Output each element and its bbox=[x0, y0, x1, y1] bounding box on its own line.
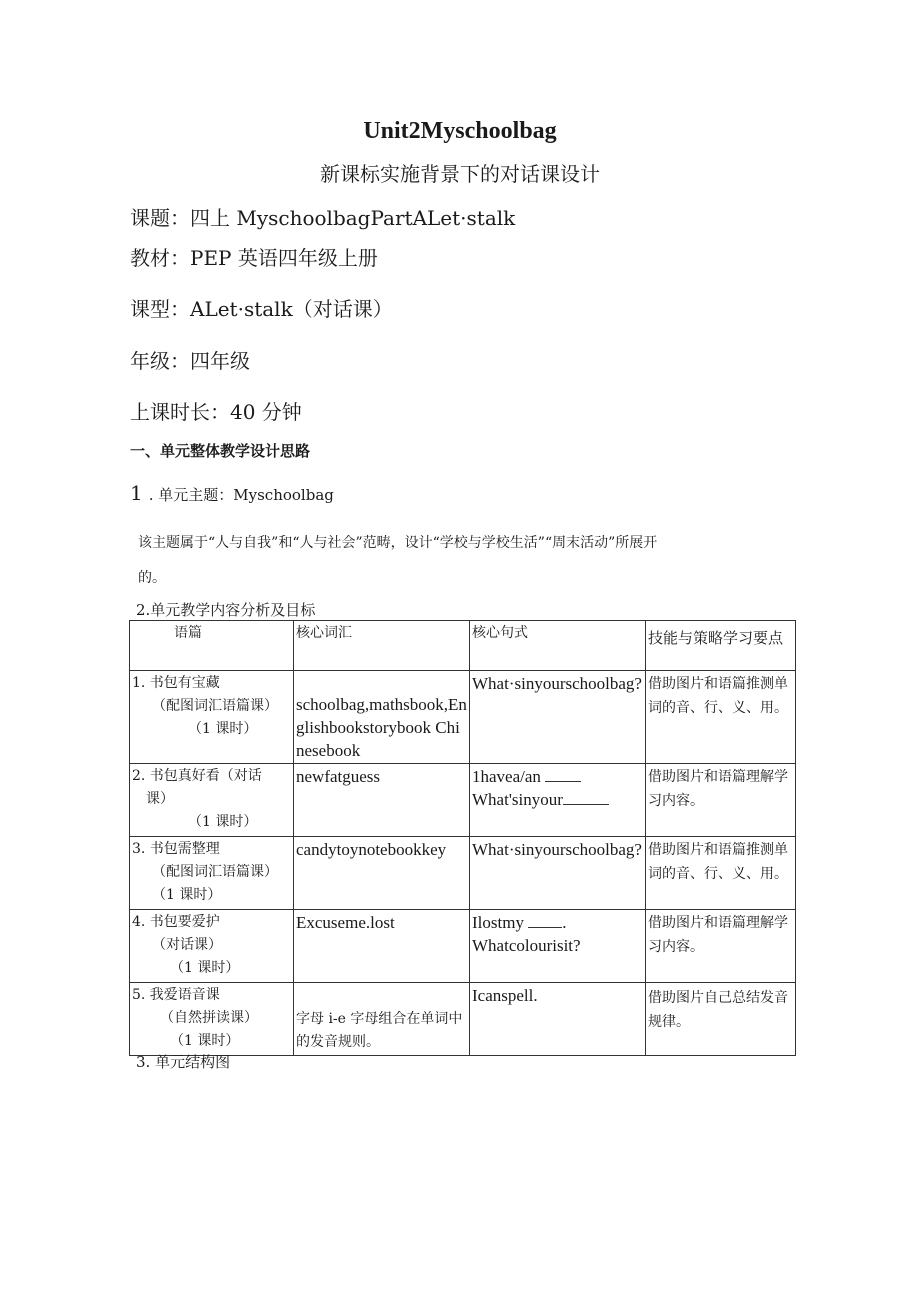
table-row bbox=[130, 983, 796, 1056]
lesson-title: 3. 书包需整理 bbox=[132, 841, 220, 857]
lesson-hours: （1 课时） bbox=[170, 960, 240, 976]
sentence-text: What·sinyourschoolbag? bbox=[472, 840, 642, 859]
content-analysis-heading: 2.单元教学内容分析及目标 bbox=[136, 601, 316, 619]
header-skills-label: 技能与策略学习要点 bbox=[648, 629, 784, 647]
row-vocab bbox=[294, 910, 470, 983]
sentence-line2 bbox=[472, 788, 643, 811]
lesson-hours: （1 课时） bbox=[188, 721, 258, 737]
header-sentences: 核心句式 bbox=[470, 621, 646, 671]
header-skills bbox=[646, 621, 796, 671]
theme-paragraph-line2: 的。 bbox=[138, 570, 166, 586]
vocab-text: 字母 i-e 字母组合在单词中的发音规则。 bbox=[296, 1011, 463, 1050]
row-lesson bbox=[130, 983, 294, 1056]
row-skills bbox=[646, 671, 796, 764]
sentence-line1 bbox=[472, 765, 643, 788]
row-skills bbox=[646, 910, 796, 983]
row-sentences bbox=[470, 910, 646, 983]
row-lesson bbox=[130, 837, 294, 910]
table-header-row bbox=[130, 621, 796, 671]
sentence-text: Icanspell. bbox=[472, 986, 538, 1005]
lesson-type: （自然拼读课） bbox=[160, 1010, 258, 1026]
table-row bbox=[130, 910, 796, 983]
row-vocab bbox=[294, 837, 470, 910]
meta-textbook: 教材：PEP 英语四年级上册 bbox=[130, 246, 378, 270]
sentence-text: Ilostmy bbox=[472, 913, 524, 932]
row-lesson bbox=[130, 910, 294, 983]
vocab-text: schoolbag,mathsbook,Englishbookstorybook Chinesebook bbox=[296, 695, 467, 760]
row-vocab bbox=[294, 764, 470, 837]
sentence-text: What·sinyourschoolbag? bbox=[472, 674, 642, 693]
lesson-type: （配图词汇语篇课） bbox=[152, 864, 278, 880]
lesson-hours: （1 课时） bbox=[170, 1033, 240, 1049]
row-skills bbox=[646, 764, 796, 837]
blank-line bbox=[528, 911, 562, 928]
lesson-hours: （1 课时） bbox=[188, 814, 258, 830]
document-title: Unit2Myschoolbag bbox=[363, 118, 557, 144]
row-lesson bbox=[130, 671, 294, 764]
table-row bbox=[130, 837, 796, 910]
lesson-type: 课） bbox=[146, 791, 174, 807]
skill-text: 借助图片和语篇理解学习内容。 bbox=[648, 769, 788, 809]
lesson-title: 2. 书包真好看（对话 bbox=[132, 768, 262, 784]
theme-paragraph-line1: 该主题属于“人与自我”和“人与社会”范畴，设计“学校与学校生活”“周末活动”所展开 bbox=[138, 535, 658, 551]
row-sentences bbox=[470, 671, 646, 764]
sentence-text: Whatcolourisit? bbox=[472, 936, 581, 955]
unit-theme-line bbox=[130, 481, 334, 505]
lesson-title: 1. 书包有宝藏 bbox=[132, 675, 220, 691]
structure-diagram-heading: 3. 单元结构图 bbox=[136, 1053, 231, 1071]
skill-text: 借助图片和语篇推测单词的音、行、义、用。 bbox=[648, 676, 788, 716]
skill-text: 借助图片和语篇理解学习内容。 bbox=[648, 915, 788, 955]
meta-lesson-type: 课型：ALet·stalk（对话课） bbox=[130, 297, 393, 321]
header-text: 语篇 bbox=[130, 621, 294, 671]
lesson-hours: （1 课时） bbox=[152, 887, 222, 903]
row-lesson bbox=[130, 764, 294, 837]
blank-line bbox=[563, 788, 609, 805]
unit-theme-text: . 单元主题：Myschoolbag bbox=[148, 486, 334, 504]
meta-grade: 年级：四年级 bbox=[130, 349, 250, 373]
blank-line bbox=[545, 765, 581, 782]
row-skills bbox=[646, 837, 796, 910]
meta-topic: 课题：四上 MyschoolbagPartALet·stalk bbox=[130, 206, 516, 230]
vocab-text: newfatguess bbox=[296, 767, 381, 786]
row-sentences bbox=[470, 837, 646, 910]
lesson-type: （配图词汇语篇课） bbox=[152, 698, 278, 714]
unit-theme-number: 1 bbox=[130, 481, 143, 505]
vocab-text: candytoynotebookkey bbox=[296, 840, 447, 859]
unit-content-table bbox=[129, 620, 796, 1056]
lesson-title: 4. 书包要爱护 bbox=[132, 914, 220, 930]
row-vocab bbox=[294, 983, 470, 1056]
row-sentences bbox=[470, 983, 646, 1056]
sentence-line1: Ilostmy . bbox=[472, 913, 567, 932]
header-vocab: 核心词汇 bbox=[294, 621, 470, 671]
skill-text: 借助图片和语篇推测单词的音、行、义、用。 bbox=[648, 842, 788, 882]
skill-text: 借助图片自己总结发音规律。 bbox=[648, 990, 788, 1030]
row-sentences bbox=[470, 764, 646, 837]
sentence-line2 bbox=[472, 934, 643, 957]
section-heading: 一、单元整体教学设计思路 bbox=[130, 442, 311, 460]
row-vocab bbox=[294, 671, 470, 764]
sentence-text: What'sinyour bbox=[472, 790, 563, 809]
table-row bbox=[130, 764, 796, 837]
document-subtitle: 新课标实施背景下的对话课设计 bbox=[320, 162, 600, 186]
vocab-text: Excuseme.lost bbox=[296, 913, 395, 932]
lesson-title: 5. 我爱语音课 bbox=[132, 987, 220, 1003]
row-skills bbox=[646, 983, 796, 1056]
sentence-text: 1havea/an bbox=[472, 767, 541, 786]
lesson-type: （对话课） bbox=[152, 937, 222, 953]
table-row bbox=[130, 671, 796, 764]
meta-duration: 上课时长：40 分钟 bbox=[130, 400, 302, 424]
